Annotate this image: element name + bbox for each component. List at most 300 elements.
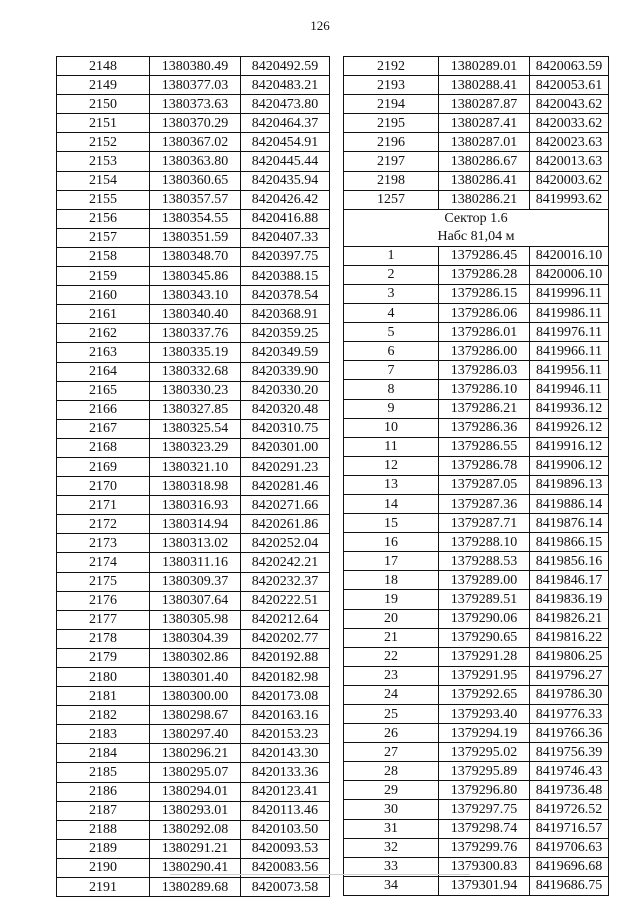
y-coordinate-cell: 8420252.04 — [241, 534, 330, 553]
y-coordinate-cell: 8419836.19 — [530, 590, 609, 609]
y-coordinate-cell: 8420359.25 — [241, 324, 330, 343]
x-coordinate-cell: 1380337.76 — [150, 324, 241, 343]
sector-header-row — [344, 209, 609, 246]
point-number-cell: 2176 — [57, 591, 150, 610]
y-coordinate-cell: 8419696.68 — [530, 857, 609, 876]
x-coordinate-cell: 1380351.59 — [150, 228, 241, 247]
table-row — [344, 838, 609, 857]
table-row — [344, 418, 609, 437]
x-coordinate-cell: 1380323.29 — [150, 438, 241, 457]
table-row — [344, 762, 609, 781]
y-coordinate-cell: 8420301.00 — [241, 438, 330, 457]
table-row — [344, 514, 609, 533]
point-number-cell: 2191 — [57, 878, 150, 897]
y-coordinate-cell: 8419716.57 — [530, 819, 609, 838]
point-number-cell: 2159 — [57, 267, 150, 286]
y-coordinate-cell: 8420349.59 — [241, 343, 330, 362]
y-coordinate-cell: 8420339.90 — [241, 362, 330, 381]
y-coordinate-cell: 8420330.20 — [241, 381, 330, 400]
table-row — [57, 591, 330, 610]
y-coordinate-cell: 8420473.80 — [241, 95, 330, 114]
x-coordinate-cell: 1380340.40 — [150, 305, 241, 324]
y-coordinate-cell: 8420454.91 — [241, 133, 330, 152]
x-coordinate-cell: 1380321.10 — [150, 457, 241, 476]
table-row — [57, 400, 330, 419]
x-coordinate-cell: 1380343.10 — [150, 286, 241, 305]
table-row — [344, 95, 609, 114]
point-number-cell: 2165 — [57, 381, 150, 400]
point-number-cell: 26 — [344, 724, 439, 743]
x-coordinate-cell: 1379286.15 — [439, 284, 530, 303]
point-number-cell: 2198 — [344, 171, 439, 190]
right-table-body-bottom — [344, 246, 609, 895]
point-number-cell: 17 — [344, 552, 439, 571]
table-row — [344, 114, 609, 133]
x-coordinate-cell: 1379298.74 — [439, 819, 530, 838]
table-row — [57, 324, 330, 343]
point-number-cell: 24 — [344, 685, 439, 704]
point-number-cell: 2188 — [57, 820, 150, 839]
table-row — [57, 133, 330, 152]
table-row — [344, 323, 609, 342]
x-coordinate-cell: 1379297.75 — [439, 800, 530, 819]
point-number-cell: 2196 — [344, 133, 439, 152]
y-coordinate-cell: 8420006.10 — [530, 265, 609, 284]
point-number-cell: 2148 — [57, 57, 150, 76]
table-row — [344, 246, 609, 265]
x-coordinate-cell: 1380360.65 — [150, 171, 241, 190]
y-coordinate-cell: 8420281.46 — [241, 477, 330, 496]
table-row — [344, 666, 609, 685]
table-row — [344, 342, 609, 361]
y-coordinate-cell: 8419796.27 — [530, 666, 609, 685]
point-number-cell: 11 — [344, 437, 439, 456]
x-coordinate-cell: 1379286.06 — [439, 304, 530, 323]
sector-height: Набс 81,04 м — [437, 228, 515, 244]
x-coordinate-cell: 1380301.40 — [150, 668, 241, 687]
point-number-cell: 13 — [344, 475, 439, 494]
table-row — [57, 95, 330, 114]
x-coordinate-cell: 1380313.02 — [150, 534, 241, 553]
table-row — [344, 609, 609, 628]
table-row — [57, 687, 330, 706]
table-row — [344, 265, 609, 284]
y-coordinate-cell: 8419906.12 — [530, 456, 609, 475]
x-coordinate-cell: 1380309.37 — [150, 572, 241, 591]
x-coordinate-cell: 1379296.80 — [439, 781, 530, 800]
x-coordinate-cell: 1380377.03 — [150, 76, 241, 95]
y-coordinate-cell: 8420043.62 — [530, 95, 609, 114]
point-number-cell: 2160 — [57, 286, 150, 305]
table-row — [344, 628, 609, 647]
table-row — [344, 57, 609, 76]
bottom-rule — [170, 874, 470, 875]
x-coordinate-cell: 1380335.19 — [150, 343, 241, 362]
y-coordinate-cell: 8420242.21 — [241, 553, 330, 572]
y-coordinate-cell: 8420013.63 — [530, 152, 609, 171]
x-coordinate-cell: 1379289.00 — [439, 571, 530, 590]
x-coordinate-cell: 1379290.65 — [439, 628, 530, 647]
y-coordinate-cell: 8419856.16 — [530, 552, 609, 571]
y-coordinate-cell: 8419756.39 — [530, 743, 609, 762]
y-coordinate-cell: 8420103.50 — [241, 820, 330, 839]
x-coordinate-cell: 1380297.40 — [150, 725, 241, 744]
table-row — [57, 648, 330, 667]
y-coordinate-cell: 8420388.15 — [241, 267, 330, 286]
y-coordinate-cell: 8420053.61 — [530, 76, 609, 95]
right-coordinates-table — [343, 56, 609, 896]
x-coordinate-cell: 1380291.21 — [150, 839, 241, 858]
point-number-cell: 2173 — [57, 534, 150, 553]
point-number-cell: 2197 — [344, 152, 439, 171]
table-row — [57, 190, 330, 209]
x-coordinate-cell: 1380293.01 — [150, 801, 241, 820]
point-number-cell: 34 — [344, 876, 439, 895]
table-row — [344, 284, 609, 303]
x-coordinate-cell: 1380298.67 — [150, 706, 241, 725]
table-row — [57, 57, 330, 76]
y-coordinate-cell: 8420445.44 — [241, 152, 330, 171]
y-coordinate-cell: 8420202.77 — [241, 629, 330, 648]
y-coordinate-cell: 8420310.75 — [241, 419, 330, 438]
y-coordinate-cell: 8419896.13 — [530, 475, 609, 494]
table-row — [344, 152, 609, 171]
point-number-cell: 30 — [344, 800, 439, 819]
y-coordinate-cell: 8420261.86 — [241, 515, 330, 534]
table-row — [57, 496, 330, 515]
y-coordinate-cell: 8419806.25 — [530, 647, 609, 666]
point-number-cell: 2183 — [57, 725, 150, 744]
table-row — [57, 572, 330, 591]
table-row — [344, 475, 609, 494]
point-number-cell: 2195 — [344, 114, 439, 133]
point-number-cell: 2187 — [57, 801, 150, 820]
point-number-cell: 2184 — [57, 744, 150, 763]
point-number-cell: 9 — [344, 399, 439, 418]
point-number-cell: 2152 — [57, 133, 150, 152]
y-coordinate-cell: 8419946.11 — [530, 380, 609, 399]
point-number-cell: 2181 — [57, 687, 150, 706]
point-number-cell: 2156 — [57, 209, 150, 228]
point-number-cell: 2 — [344, 265, 439, 284]
point-number-cell: 2185 — [57, 763, 150, 782]
y-coordinate-cell: 8420416.88 — [241, 209, 330, 228]
table-row — [344, 361, 609, 380]
table-row — [57, 610, 330, 629]
x-coordinate-cell: 1380327.85 — [150, 400, 241, 419]
table-row — [344, 819, 609, 838]
point-number-cell: 2175 — [57, 572, 150, 591]
table-row — [344, 76, 609, 95]
table-row — [344, 304, 609, 323]
y-coordinate-cell: 8420397.75 — [241, 247, 330, 266]
table-row — [57, 152, 330, 171]
point-number-cell: 2157 — [57, 228, 150, 247]
table-row — [344, 533, 609, 552]
table-row — [57, 477, 330, 496]
y-coordinate-cell: 8419846.17 — [530, 571, 609, 590]
x-coordinate-cell: 1379287.05 — [439, 475, 530, 494]
x-coordinate-cell: 1379299.76 — [439, 838, 530, 857]
x-coordinate-cell: 1379286.00 — [439, 342, 530, 361]
x-coordinate-cell: 1379286.01 — [439, 323, 530, 342]
left-coordinates-table — [56, 56, 330, 897]
y-coordinate-cell: 8420016.10 — [530, 246, 609, 265]
point-number-cell: 19 — [344, 590, 439, 609]
point-number-cell: 3 — [344, 284, 439, 303]
y-coordinate-cell: 8419876.14 — [530, 514, 609, 533]
y-coordinate-cell: 8420083.56 — [241, 858, 330, 877]
y-coordinate-cell: 8419726.52 — [530, 800, 609, 819]
point-number-cell: 1 — [344, 246, 439, 265]
y-coordinate-cell: 8420232.37 — [241, 572, 330, 591]
table-row — [344, 133, 609, 152]
x-coordinate-cell: 1379287.36 — [439, 494, 530, 513]
y-coordinate-cell: 8420291.23 — [241, 457, 330, 476]
table-row — [57, 629, 330, 648]
point-number-cell: 2193 — [344, 76, 439, 95]
point-number-cell: 2164 — [57, 362, 150, 381]
point-number-cell: 2189 — [57, 839, 150, 858]
table-row — [57, 209, 330, 228]
table-row — [57, 457, 330, 476]
y-coordinate-cell: 8420464.37 — [241, 114, 330, 133]
right-table-body-top — [344, 57, 609, 210]
x-coordinate-cell: 1380289.01 — [439, 57, 530, 76]
table-row — [57, 419, 330, 438]
point-number-cell: 2171 — [57, 496, 150, 515]
table-row — [57, 553, 330, 572]
sector-header-body — [344, 209, 609, 246]
table-row — [344, 705, 609, 724]
y-coordinate-cell: 8419936.12 — [530, 399, 609, 418]
point-number-cell: 18 — [344, 571, 439, 590]
point-number-cell: 12 — [344, 456, 439, 475]
table-row — [344, 685, 609, 704]
table-row — [57, 725, 330, 744]
point-number-cell: 16 — [344, 533, 439, 552]
x-coordinate-cell: 1380354.55 — [150, 209, 241, 228]
x-coordinate-cell: 1379286.03 — [439, 361, 530, 380]
x-coordinate-cell: 1380332.68 — [150, 362, 241, 381]
table-row — [57, 76, 330, 95]
y-coordinate-cell: 8420093.53 — [241, 839, 330, 858]
point-number-cell: 2166 — [57, 400, 150, 419]
y-coordinate-cell: 8419993.62 — [530, 190, 609, 209]
table-row — [344, 171, 609, 190]
y-coordinate-cell: 8420023.63 — [530, 133, 609, 152]
y-coordinate-cell: 8419816.22 — [530, 628, 609, 647]
point-number-cell: 2155 — [57, 190, 150, 209]
x-coordinate-cell: 1379294.19 — [439, 724, 530, 743]
y-coordinate-cell: 8420113.46 — [241, 801, 330, 820]
point-number-cell: 2174 — [57, 553, 150, 572]
point-number-cell: 33 — [344, 857, 439, 876]
point-number-cell: 2154 — [57, 171, 150, 190]
y-coordinate-cell: 8419866.15 — [530, 533, 609, 552]
table-row — [57, 744, 330, 763]
point-number-cell: 2178 — [57, 629, 150, 648]
x-coordinate-cell: 1380311.16 — [150, 553, 241, 572]
sector-title: Сектор 1.6 — [444, 210, 508, 226]
table-row — [57, 839, 330, 858]
table-row — [344, 724, 609, 743]
x-coordinate-cell: 1379292.65 — [439, 685, 530, 704]
table-row — [344, 399, 609, 418]
y-coordinate-cell: 8419926.12 — [530, 418, 609, 437]
table-row — [344, 456, 609, 475]
x-coordinate-cell: 1380316.93 — [150, 496, 241, 515]
y-coordinate-cell: 8420153.23 — [241, 725, 330, 744]
table-row — [57, 763, 330, 782]
y-coordinate-cell: 8419746.43 — [530, 762, 609, 781]
y-coordinate-cell: 8419966.11 — [530, 342, 609, 361]
y-coordinate-cell: 8420435.94 — [241, 171, 330, 190]
point-number-cell: 2172 — [57, 515, 150, 534]
table-row — [344, 571, 609, 590]
y-coordinate-cell: 8420368.91 — [241, 305, 330, 324]
y-coordinate-cell: 8420222.51 — [241, 591, 330, 610]
y-coordinate-cell: 8419826.21 — [530, 609, 609, 628]
x-coordinate-cell: 1379286.10 — [439, 380, 530, 399]
table-row — [344, 494, 609, 513]
table-row — [57, 305, 330, 324]
point-number-cell: 5 — [344, 323, 439, 342]
table-row — [344, 781, 609, 800]
point-number-cell: 31 — [344, 819, 439, 838]
x-coordinate-cell: 1379286.78 — [439, 456, 530, 475]
y-coordinate-cell: 8420163.16 — [241, 706, 330, 725]
x-coordinate-cell: 1379286.55 — [439, 437, 530, 456]
y-coordinate-cell: 8420182.98 — [241, 668, 330, 687]
y-coordinate-cell: 8419996.11 — [530, 284, 609, 303]
table-row — [57, 381, 330, 400]
x-coordinate-cell: 1380287.87 — [439, 95, 530, 114]
x-coordinate-cell: 1379301.94 — [439, 876, 530, 895]
table-row — [57, 706, 330, 725]
point-number-cell: 2153 — [57, 152, 150, 171]
y-coordinate-cell: 8420212.64 — [241, 610, 330, 629]
table-row — [57, 343, 330, 362]
point-number-cell: 2170 — [57, 477, 150, 496]
x-coordinate-cell: 1379291.28 — [439, 647, 530, 666]
y-coordinate-cell: 8419736.48 — [530, 781, 609, 800]
x-coordinate-cell: 1380300.00 — [150, 687, 241, 706]
y-coordinate-cell: 8419776.33 — [530, 705, 609, 724]
table-row — [57, 247, 330, 266]
sector-header — [344, 209, 609, 246]
y-coordinate-cell: 8420320.48 — [241, 400, 330, 419]
x-coordinate-cell: 1379288.53 — [439, 552, 530, 571]
x-coordinate-cell: 1379286.45 — [439, 246, 530, 265]
y-coordinate-cell: 8420003.62 — [530, 171, 609, 190]
x-coordinate-cell: 1380325.54 — [150, 419, 241, 438]
x-coordinate-cell: 1380370.29 — [150, 114, 241, 133]
table-row — [57, 820, 330, 839]
point-number-cell: 29 — [344, 781, 439, 800]
table-row — [344, 743, 609, 762]
point-number-cell: 10 — [344, 418, 439, 437]
point-number-cell: 28 — [344, 762, 439, 781]
x-coordinate-cell: 1379288.10 — [439, 533, 530, 552]
point-number-cell: 6 — [344, 342, 439, 361]
point-number-cell: 25 — [344, 705, 439, 724]
y-coordinate-cell: 8420063.59 — [530, 57, 609, 76]
x-coordinate-cell: 1380373.63 — [150, 95, 241, 114]
point-number-cell: 2194 — [344, 95, 439, 114]
table-row — [344, 190, 609, 209]
table-row — [57, 878, 330, 897]
table-row — [57, 515, 330, 534]
point-number-cell: 2186 — [57, 782, 150, 801]
left-table-body — [57, 57, 330, 897]
table-row — [344, 380, 609, 399]
table-row — [57, 267, 330, 286]
table-row — [57, 286, 330, 305]
point-number-cell: 2180 — [57, 668, 150, 687]
point-number-cell: 22 — [344, 647, 439, 666]
table-row — [344, 590, 609, 609]
y-coordinate-cell: 8420192.88 — [241, 648, 330, 667]
point-number-cell: 2169 — [57, 457, 150, 476]
point-number-cell: 2162 — [57, 324, 150, 343]
point-number-cell: 2167 — [57, 419, 150, 438]
table-row — [344, 552, 609, 571]
x-coordinate-cell: 1379300.83 — [439, 857, 530, 876]
point-number-cell: 2179 — [57, 648, 150, 667]
y-coordinate-cell: 8420133.36 — [241, 763, 330, 782]
point-number-cell: 14 — [344, 494, 439, 513]
table-row — [57, 171, 330, 190]
point-number-cell: 2190 — [57, 858, 150, 877]
y-coordinate-cell: 8420426.42 — [241, 190, 330, 209]
x-coordinate-cell: 1380286.21 — [439, 190, 530, 209]
x-coordinate-cell: 1380302.86 — [150, 648, 241, 667]
x-coordinate-cell: 1380330.23 — [150, 381, 241, 400]
x-coordinate-cell: 1379295.02 — [439, 743, 530, 762]
y-coordinate-cell: 8420033.62 — [530, 114, 609, 133]
x-coordinate-cell: 1380304.39 — [150, 629, 241, 648]
point-number-cell: 2150 — [57, 95, 150, 114]
x-coordinate-cell: 1380295.07 — [150, 763, 241, 782]
table-row — [57, 801, 330, 820]
x-coordinate-cell: 1380318.98 — [150, 477, 241, 496]
x-coordinate-cell: 1379286.36 — [439, 418, 530, 437]
x-coordinate-cell: 1380380.49 — [150, 57, 241, 76]
x-coordinate-cell: 1380357.57 — [150, 190, 241, 209]
x-coordinate-cell: 1380367.02 — [150, 133, 241, 152]
point-number-cell: 2177 — [57, 610, 150, 629]
x-coordinate-cell: 1379295.89 — [439, 762, 530, 781]
point-number-cell: 2151 — [57, 114, 150, 133]
x-coordinate-cell: 1379293.40 — [439, 705, 530, 724]
x-coordinate-cell: 1379286.21 — [439, 399, 530, 418]
y-coordinate-cell: 8419986.11 — [530, 304, 609, 323]
y-coordinate-cell: 8419956.11 — [530, 361, 609, 380]
point-number-cell: 8 — [344, 380, 439, 399]
x-coordinate-cell: 1380286.41 — [439, 171, 530, 190]
table-row — [57, 114, 330, 133]
y-coordinate-cell: 8419766.36 — [530, 724, 609, 743]
x-coordinate-cell: 1379290.06 — [439, 609, 530, 628]
x-coordinate-cell: 1379289.51 — [439, 590, 530, 609]
table-row — [344, 647, 609, 666]
x-coordinate-cell: 1380287.41 — [439, 114, 530, 133]
y-coordinate-cell: 8419706.63 — [530, 838, 609, 857]
x-coordinate-cell: 1380305.98 — [150, 610, 241, 629]
x-coordinate-cell: 1380307.64 — [150, 591, 241, 610]
table-row — [344, 800, 609, 819]
